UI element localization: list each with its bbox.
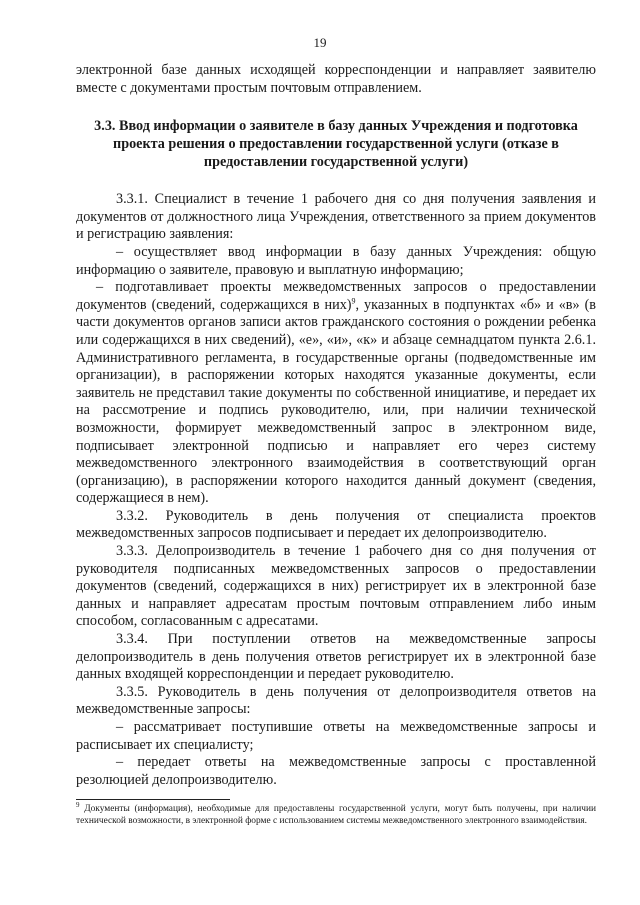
- document-body: [76, 62, 596, 789]
- page-number: 19: [313, 35, 327, 50]
- intro-paragraph: электронной базе данных исходящей корреспонденции и направляет заявителю вместе с документами простым почтовым отправлением.: [76, 62, 596, 96]
- paragraph-3-3-5: 3.3.5. Руководитель в день получения от делопроизводителя ответов на межведомственные запросы:: [76, 683, 596, 718]
- paragraph-3-3-3: 3.3.3. Делопроизводитель в течение 1 рабочего дня со дня получения от руководителя подписанных межведомственных запросов о предоставлении документов (сведений, содержащихся в них) регистрирует их в электронной базе данных и направляет адресатам простым почтовым отправлением либо иным способом, согласованным с адресатами.: [76, 543, 596, 630]
- footnote: [76, 800, 596, 827]
- bullet-text-continued: , указанных в подпунктах «б» и «в» (в части документов органов записи актов гражданского состояния о рождении ребенка или содержащихся в них сведений), «е», «и», «к» и абзаце семнадцатом пункта 2.6.1. Административного регламента, в государственные органы (подведомственные им организации), в распоряжении которых находятся указанные документы, если заявитель не представил такие документы по собственной инициативе, и передает их на рассмотрение и подпись руководителю, или, при наличии технической возможности, формирует межведомственный запрос в электронном виде, подписывает электронной подписью и направляет его через систему межведомственного электронного взаимодействия в соответствующий орган (организацию), в распоряжении которого находится данный документ (сведения, содержащиеся в нем).: [76, 296, 596, 507]
- bullet-item: [76, 279, 596, 508]
- footnote-number: 9: [76, 800, 80, 809]
- paragraph-3-3-4: 3.3.4. При поступлении ответов на межведомственные запросы делопроизводитель в день получения ответов регистрирует их в электронной базе данных входящей корреспонденции и передает руководителю.: [76, 631, 596, 683]
- bullet-item: – осуществляет ввод информации в базу данных Учреждения: общую информацию о заявителе, правовую и выплатную информацию;: [76, 243, 596, 278]
- section-heading: 3.3. Ввод информации о заявителе в базу данных Учреждения и подготовка проекта решения о предоставлении государственной услуги (отказе в предоставлении государственной услуги): [94, 118, 578, 171]
- bullet-text: – подготавливает проекты межведомственных запросов о предоставлении документов (сведений, содержащихся в них): [76, 279, 596, 313]
- footnote-reference: 9: [351, 296, 356, 306]
- paragraph-3-3-2: 3.3.2. Руководитель в день получения от специалиста проектов межведомственных запросов подписывает и передает их делопроизводителю.: [76, 507, 596, 542]
- footnote-separator: [76, 799, 230, 800]
- footnote-text: Документы (информация), необходимые для предоставлены государственной услуги, могут быть получены, при наличии технической возможности, в электронной форме с использованием системы межведомственного электронного взаимодействия.: [76, 804, 596, 826]
- bullet-item: – передает ответы на межведомственные запросы с проставленной резолюцией делопроизводителю.: [76, 754, 596, 788]
- bullet-item: – рассматривает поступившие ответы на межведомственные запросы и расписывает их специалисту;: [76, 719, 596, 753]
- paragraph-3-3-1: 3.3.1. Специалист в течение 1 рабочего дня со дня получения заявления и документов от должностного лица Учреждения, ответственного за прием документов и регистрацию заявления:: [76, 191, 596, 243]
